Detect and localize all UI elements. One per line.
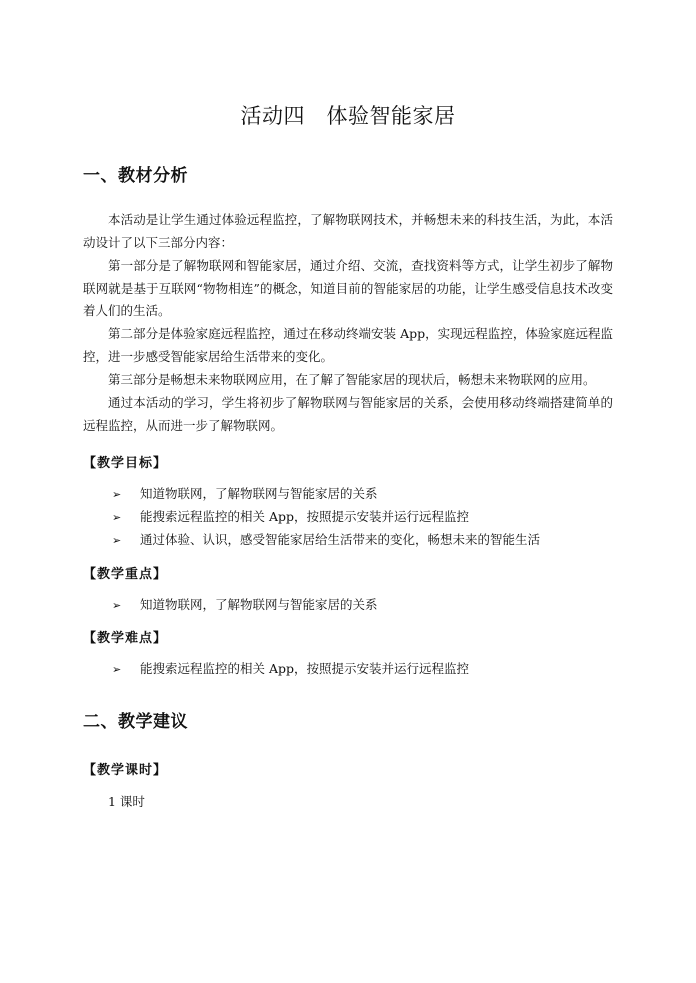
section-heading-analysis: 一、教材分析: [83, 166, 188, 186]
difficulty-item-text: 能搜索远程监控的相关 App，按照提示安装并运行远程监控: [140, 661, 470, 676]
key-point-item-text: 知道物联网，了解物联网与智能家居的关系: [140, 597, 378, 612]
objective-item: [112, 484, 378, 505]
paragraph-part-one: 第一部分是了解物联网和智能家居，通过介绍、交流，查找资料等方式，让学生初步了解物联网就是基于互联网“物物相连”的概念，知道目前的智能家居的功能，让学生感受信息技术改变着人们的生活。: [83, 258, 613, 318]
objective-item-text: 知道物联网，了解物联网与智能家居的关系: [140, 486, 378, 501]
class-hours-value: 1 课时: [108, 794, 145, 809]
difficulty-item: [112, 659, 469, 680]
arrow-bullet-icon: ➢: [112, 534, 122, 547]
objectives-heading: 【教学目标】: [83, 456, 168, 471]
arrow-bullet-icon: ➢: [112, 663, 122, 676]
paragraph-summary: 通过本活动的学习，学生将初步了解物联网与智能家居的关系，会使用移动终端搭建简单的远程监控，从而进一步了解物联网。: [83, 395, 613, 433]
objective-item: [112, 530, 540, 551]
paragraph-part-three: 第三部分是畅想未来物联网应用，在了解了智能家居的现状后，畅想未来物联网的应用。: [108, 372, 596, 387]
section-heading-suggestions: 二、教学建议: [83, 712, 188, 732]
arrow-bullet-icon: ➢: [112, 599, 122, 612]
page-title: 活动四 体验智能家居: [240, 104, 456, 128]
paragraph-part-two: 第二部分是体验家庭远程监控，通过在移动终端安装 App，实现远程监控，体验家庭远程监控，进一步感受智能家居给生活带来的变化。: [83, 326, 613, 364]
key-points-heading: 【教学重点】: [83, 567, 168, 582]
paragraph-intro: 本活动是让学生通过体验远程监控，了解物联网技术，并畅想未来的科技生活，为此，本活动设计了以下三部分内容：: [83, 212, 613, 250]
objective-item-text: 通过体验、认识，感受智能家居给生活带来的变化，畅想未来的智能生活: [140, 532, 541, 547]
objective-item-text: 能搜索远程监控的相关 App，按照提示安装并运行远程监控: [140, 509, 470, 524]
arrow-bullet-icon: ➢: [112, 488, 122, 501]
difficulties-heading: 【教学难点】: [83, 631, 168, 646]
objective-item: [112, 507, 469, 528]
key-point-item: [112, 595, 378, 616]
class-hours-heading: 【教学课时】: [83, 763, 168, 778]
arrow-bullet-icon: ➢: [112, 511, 122, 524]
